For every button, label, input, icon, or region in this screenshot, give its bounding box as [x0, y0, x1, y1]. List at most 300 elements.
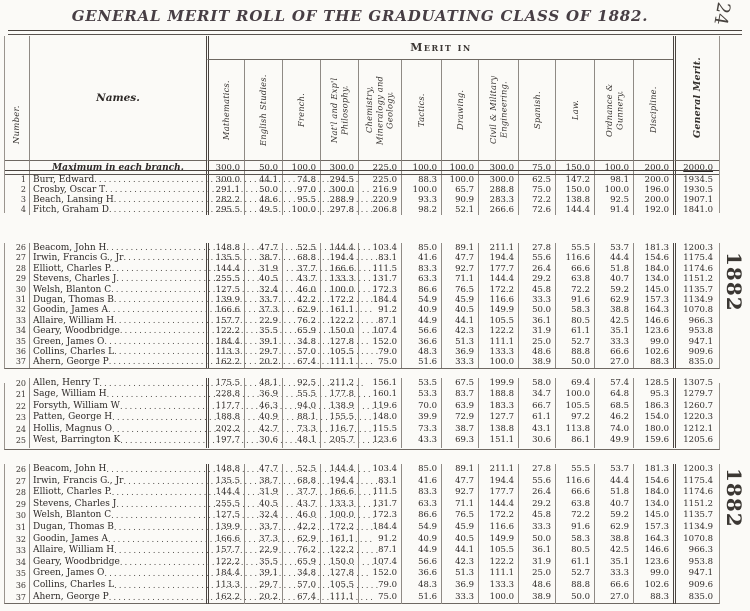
score-cell: 65.7: [441, 185, 478, 195]
score-cell: 25.0: [518, 568, 555, 581]
score-cell: 63.8: [555, 274, 594, 284]
cadet-number: 23: [15, 413, 26, 422]
score-cell: 42.3: [441, 557, 478, 570]
score-cell: 85.0: [401, 464, 441, 477]
score-cell: 111.1: [320, 357, 358, 367]
score-cell: 52.7: [555, 568, 594, 581]
score-cell: 116.6: [478, 295, 518, 305]
table-row: [5, 316, 719, 326]
score-cell: 58.0: [518, 378, 555, 391]
cadet-name: [29, 195, 206, 205]
score-cell: 45.8: [518, 285, 555, 295]
score-cell: 162.2: [206, 357, 244, 367]
score-cell: 66.6: [594, 347, 633, 357]
score-cell: 177.8: [320, 389, 358, 402]
cadet-name: [29, 357, 206, 367]
score-cell: 47.7: [244, 464, 282, 477]
cadet-name-text: Collins, Charles L: [33, 579, 115, 590]
score-cell: 98.2: [401, 205, 441, 215]
table-row: [5, 357, 719, 367]
score-cell: 113.3: [206, 580, 244, 593]
table-strip-26-37-duplicate: [4, 464, 720, 604]
score-cell: 103.4: [358, 243, 401, 253]
column-label: Chemistry, Mineralogy and Geology.: [364, 75, 396, 145]
score-cell: 64.8: [594, 389, 633, 402]
number-column-header: [5, 36, 29, 160]
score-cell: 94.0: [282, 401, 320, 414]
table-row: [5, 580, 719, 592]
score-cell: 116.6: [555, 476, 594, 489]
score-cell: 34.7: [518, 389, 555, 402]
score-cell: 39.1: [244, 568, 282, 581]
score-cell: 38.9: [518, 592, 555, 605]
cadet-name-text: Irwin, Francis G., Jr: [33, 475, 124, 486]
score-cell: 47.7: [441, 476, 478, 489]
score-cell: 44.1: [441, 545, 478, 558]
score-cell: 144.4: [206, 487, 244, 500]
rows-20-25: [5, 378, 719, 447]
score-cell: 154.6: [633, 476, 673, 489]
score-cell: 161.1: [320, 305, 358, 315]
score-cell: 196.0: [633, 185, 673, 195]
score-cell: 40.5: [244, 274, 282, 284]
general-merit-cell: 835.0: [673, 592, 719, 605]
score-cell: 157.7: [206, 545, 244, 558]
score-cell: 62.9: [594, 522, 633, 535]
score-cell: 46.0: [282, 510, 320, 523]
score-cell: 75.0: [358, 357, 401, 367]
score-cell: 46.2: [594, 412, 633, 425]
score-cell: 86.1: [555, 435, 594, 448]
score-cell: 83.3: [401, 487, 441, 500]
score-cell: 175.5: [206, 378, 244, 391]
score-cell: 43.3: [401, 435, 441, 448]
column-label: Spanish.: [531, 91, 542, 129]
score-cell: 283.3: [478, 195, 518, 205]
cadet-name-text: Goodin, James A: [33, 533, 108, 544]
cadet-name-text: Dugan, Thomas B: [33, 295, 114, 306]
score-cell: 44.4: [594, 476, 633, 489]
score-cell: 181.3: [633, 243, 673, 253]
general-merit-cell: 1841.0: [673, 205, 719, 215]
score-cell: 36.1: [518, 545, 555, 558]
score-cell: 138.8: [555, 195, 594, 205]
score-cell: 205.7: [320, 435, 358, 448]
general-merit-cell: 1134.9: [673, 295, 719, 305]
score-cell: 38.8: [594, 305, 633, 315]
score-cell: 47.7: [441, 253, 478, 263]
score-cell: 123.6: [358, 435, 401, 448]
score-cell: 76.5: [441, 510, 478, 523]
score-cell: 100.0: [478, 357, 518, 367]
cadet-name: [29, 175, 206, 185]
cadet-number: 35: [15, 569, 26, 579]
score-cell: 29.7: [244, 580, 282, 593]
score-cell: 80.5: [555, 545, 594, 558]
score-cell: 50.0: [518, 305, 555, 315]
score-cell: 88.8: [555, 347, 594, 357]
score-cell: 44.9: [401, 545, 441, 558]
general-merit-cell: 1151.2: [673, 274, 719, 284]
score-cell: 48.1: [244, 378, 282, 391]
maximum-value: 100.0: [441, 160, 478, 176]
cadet-number: 21: [15, 390, 26, 399]
score-cell: 46.0: [282, 285, 320, 295]
score-cell: 97.0: [282, 185, 320, 195]
column-header-chemistry: [358, 60, 401, 160]
score-cell: 144.4: [478, 274, 518, 284]
score-cell: 45.9: [441, 522, 478, 535]
score-cell: 172.3: [358, 510, 401, 523]
score-cell: 66.7: [518, 401, 555, 414]
score-cell: 48.3: [401, 347, 441, 357]
score-cell: 139.9: [206, 295, 244, 305]
column-label: Mathematics.: [221, 80, 232, 140]
score-cell: 154.6: [633, 253, 673, 263]
score-cell: 72.2: [518, 195, 555, 205]
cadet-name-text: Stevens, Charles J: [33, 274, 117, 285]
score-cell: 89.1: [441, 464, 478, 477]
score-cell: 40.9: [401, 534, 441, 547]
score-cell: 33.3: [441, 357, 478, 367]
score-cell: 58.3: [555, 305, 594, 315]
score-cell: 68.5: [594, 401, 633, 414]
score-cell: 188.8: [206, 412, 244, 425]
score-cell: 61.1: [555, 557, 594, 570]
score-cell: 144.4: [320, 464, 358, 477]
score-cell: 88.8: [555, 580, 594, 593]
maximum-value: 75.0: [518, 160, 555, 176]
cadet-name-text: Geary, Woodbridge: [33, 556, 120, 567]
general-merit-cell: 1220.3: [673, 412, 719, 425]
column-label: Civil & Military Engineering.: [488, 75, 509, 145]
cadet-number: 35: [15, 336, 26, 346]
score-cell: 71.1: [441, 499, 478, 512]
score-cell: 44.1: [441, 316, 478, 326]
score-cell: 67.4: [282, 592, 320, 605]
score-cell: 87.1: [358, 316, 401, 326]
cadet-number: 20: [15, 378, 26, 388]
table-row: [5, 264, 719, 274]
score-cell: 33.3: [518, 522, 555, 535]
score-cell: 122.2: [478, 557, 518, 570]
table-row: [5, 522, 719, 534]
maximum-value: 100.0: [594, 160, 633, 176]
score-cell: 52.5: [282, 243, 320, 253]
score-cell: 155.5: [320, 412, 358, 425]
score-cell: 51.6: [401, 357, 441, 367]
score-cell: 146.6: [633, 545, 673, 558]
score-cell: 91.2: [358, 305, 401, 315]
number-column-label: Number.: [11, 105, 22, 145]
table-row: [5, 401, 719, 413]
score-cell: 40.5: [441, 305, 478, 315]
table-row: [5, 435, 719, 447]
cadet-name-text: Elliott, Charles P.: [33, 487, 112, 498]
score-cell: 88.3: [633, 592, 673, 605]
score-cell: 184.4: [358, 295, 401, 305]
score-cell: 52.7: [555, 337, 594, 347]
score-cell: 80.5: [555, 316, 594, 326]
score-cell: 202.2: [206, 424, 244, 437]
score-cell: 211.1: [478, 464, 518, 477]
score-cell: 74.0: [594, 424, 633, 437]
table-row: [5, 326, 719, 336]
score-cell: 26.4: [518, 487, 555, 500]
score-cell: 45.8: [518, 510, 555, 523]
names-column-header: [29, 36, 206, 160]
cadet-name-text: Crosby, Oscar T: [33, 185, 106, 195]
maximum-value: 300.0: [478, 160, 518, 176]
score-cell: 211.1: [478, 243, 518, 253]
maximum-value: 100.0: [401, 160, 441, 176]
score-cell: 22.9: [244, 545, 282, 558]
score-cell: 107.4: [358, 326, 401, 336]
score-cell: 127.8: [320, 568, 358, 581]
score-cell: 266.6: [478, 205, 518, 215]
score-cell: 31.9: [244, 487, 282, 500]
column-header-english-studies: [244, 60, 282, 160]
score-cell: 135.5: [206, 253, 244, 263]
general-merit-cell: 909.6: [673, 347, 719, 357]
column-header-tactics: [401, 60, 441, 160]
score-cell: 116.6: [555, 253, 594, 263]
score-cell: 31.9: [518, 557, 555, 570]
margin-year-note: 1882: [722, 252, 746, 312]
score-cell: 157.7: [206, 316, 244, 326]
score-cell: 100.0: [320, 510, 358, 523]
title-rule: [8, 30, 742, 35]
score-cell: 43.7: [282, 499, 320, 512]
cadet-name-text: Beach, Lansing H: [33, 195, 114, 205]
score-cell: 38.9: [518, 357, 555, 367]
score-cell: 297.8: [320, 205, 358, 215]
score-cell: 102.6: [633, 580, 673, 593]
cadet-name-text: Green, James O: [33, 336, 105, 347]
score-cell: 192.0: [633, 205, 673, 215]
score-cell: 86.6: [401, 510, 441, 523]
score-cell: 37.3: [244, 305, 282, 315]
score-cell: 100.0: [401, 185, 441, 195]
score-cell: 87.1: [358, 545, 401, 558]
score-cell: 49.9: [594, 435, 633, 448]
score-cell: 50.0: [555, 357, 594, 367]
score-cell: 83.3: [401, 264, 441, 274]
score-cell: 115.5: [358, 424, 401, 437]
cadet-name-text: Ahern, George P: [33, 591, 109, 602]
column-header-general-merit: [673, 36, 719, 160]
table-header: [5, 36, 719, 160]
score-cell: 133.3: [320, 274, 358, 284]
cadet-name: [29, 435, 206, 448]
score-cell: 43.7: [282, 274, 320, 284]
column-label: Drawing.: [454, 89, 465, 131]
score-cell: 184.4: [206, 337, 244, 347]
score-cell: 62.9: [282, 534, 320, 547]
maximum-value: 150.0: [555, 160, 594, 176]
score-cell: 66.6: [555, 487, 594, 500]
score-cell: 48.1: [282, 435, 320, 448]
score-cell: 75.0: [518, 185, 555, 195]
score-cell: 116.7: [320, 424, 358, 437]
score-cell: 139.9: [206, 522, 244, 535]
table-row: [5, 499, 719, 511]
score-cell: 151.1: [478, 435, 518, 448]
score-cell: 255.5: [206, 274, 244, 284]
score-cell: 31.9: [244, 264, 282, 274]
score-cell: 27.8: [518, 464, 555, 477]
score-cell: 61.1: [555, 326, 594, 336]
score-cell: 70.0: [401, 401, 441, 414]
column-label: Nat'l and Exp'l Philosophy.: [329, 77, 350, 143]
general-merit-cell: 1174.6: [673, 264, 719, 274]
maximum-value: 200.0: [633, 160, 673, 176]
general-merit-cell: 835.0: [673, 357, 719, 367]
score-cell: 111.1: [478, 337, 518, 347]
score-cell: 128.5: [633, 378, 673, 391]
score-cell: 38.8: [594, 534, 633, 547]
score-cell: 65.9: [282, 326, 320, 336]
table-row: [5, 175, 719, 185]
score-cell: 282.2: [206, 195, 244, 205]
cadet-name-text: Elliott, Charles P.: [33, 263, 112, 274]
score-cell: 149.9: [478, 534, 518, 547]
score-cell: 184.4: [358, 522, 401, 535]
score-cell: 98.1: [594, 175, 633, 185]
score-cell: 95.3: [633, 389, 673, 402]
score-cell: 65.9: [282, 557, 320, 570]
score-cell: 63.3: [401, 274, 441, 284]
score-cell: 30.6: [518, 435, 555, 448]
column-label: Law.: [569, 100, 580, 121]
score-cell: 144.4: [478, 499, 518, 512]
cadet-number: 22: [15, 401, 26, 411]
score-cell: 55.5: [555, 464, 594, 477]
score-cell: 144.4: [320, 243, 358, 253]
score-cell: 88.3: [401, 175, 441, 185]
score-cell: 42.2: [282, 295, 320, 305]
cadet-number: 33: [15, 546, 26, 556]
score-cell: 33.7: [244, 295, 282, 305]
score-cell: 91.4: [594, 205, 633, 215]
cadet-name: [29, 295, 206, 305]
table-strip-26-37: [4, 243, 720, 369]
score-cell: 122.2: [320, 545, 358, 558]
score-cell: 51.3: [441, 568, 478, 581]
score-cell: 172.3: [358, 285, 401, 295]
score-cell: 135.5: [206, 476, 244, 489]
score-cell: 33.3: [594, 337, 633, 347]
score-cell: 199.9: [478, 378, 518, 391]
score-cell: 127.7: [478, 412, 518, 425]
score-cell: 172.2: [478, 285, 518, 295]
cadet-name: [29, 185, 206, 195]
score-cell: 113.8: [555, 424, 594, 437]
score-cell: 49.5: [244, 205, 282, 215]
score-cell: 69.3: [441, 435, 478, 448]
cadet-name: [29, 305, 206, 315]
score-cell: 35.1: [594, 557, 633, 570]
general-merit-cell: 953.8: [673, 557, 719, 570]
score-cell: 295.5: [206, 205, 244, 215]
score-cell: 111.1: [478, 568, 518, 581]
score-cell: 72.6: [518, 205, 555, 215]
cadet-name-text: Welsh, Blanton C: [33, 284, 112, 295]
score-cell: 133.3: [320, 499, 358, 512]
score-cell: 166.6: [206, 305, 244, 315]
general-merit-cell: 1070.8: [673, 534, 719, 547]
general-merit-cell: 1070.8: [673, 305, 719, 315]
score-cell: 149.9: [478, 305, 518, 315]
score-cell: 40.9: [401, 305, 441, 315]
rows-26-37: [5, 464, 719, 603]
score-cell: 50.0: [244, 185, 282, 195]
score-cell: 40.7: [594, 274, 633, 284]
score-cell: 63.9: [441, 401, 478, 414]
score-cell: 111.5: [358, 264, 401, 274]
score-cell: 39.1: [244, 337, 282, 347]
score-cell: 51.8: [594, 487, 633, 500]
score-cell: 123.6: [633, 326, 673, 336]
column-label: Tactics.: [416, 93, 427, 127]
score-cell: 66.6: [594, 580, 633, 593]
score-cell: 37.3: [244, 534, 282, 547]
maximum-value: 225.0: [358, 160, 401, 176]
score-cell: 111.1: [320, 592, 358, 605]
score-cell: 145.0: [633, 510, 673, 523]
table-row: [5, 378, 719, 390]
score-cell: 166.6: [320, 264, 358, 274]
score-cell: 44.4: [594, 253, 633, 263]
score-cell: 33.3: [518, 295, 555, 305]
score-cell: 58.3: [555, 534, 594, 547]
score-cell: 51.8: [594, 264, 633, 274]
score-cell: 107.4: [358, 557, 401, 570]
names-column-label: Names.: [96, 92, 140, 104]
score-cell: 41.6: [401, 253, 441, 263]
score-cell: 145.0: [633, 285, 673, 295]
score-cell: 172.2: [320, 295, 358, 305]
general-merit-cell: 1200.3: [673, 464, 719, 477]
cadet-number: 28: [15, 488, 26, 498]
cadet-name-text: Fitch, Graham D: [33, 205, 109, 215]
score-cell: 127.5: [206, 285, 244, 295]
score-cell: 30.6: [244, 435, 282, 448]
table-row: [5, 510, 719, 522]
score-cell: 54.9: [401, 295, 441, 305]
cadet-name: [29, 316, 206, 326]
cadet-name-text: Allen, Henry T: [33, 377, 100, 388]
cadet-number: 1: [20, 175, 26, 184]
general-merit-cell: 1212.1: [673, 424, 719, 437]
score-cell: 123.6: [633, 557, 673, 570]
table-row: [5, 274, 719, 284]
score-cell: 53.7: [594, 464, 633, 477]
cadet-name-text: Collins, Charles L: [33, 347, 115, 358]
score-cell: 62.9: [282, 305, 320, 315]
score-cell: 74.8: [282, 175, 320, 185]
margin-year-note: 1882: [722, 468, 746, 528]
score-cell: 92.5: [282, 378, 320, 391]
score-cell: 26.4: [518, 264, 555, 274]
general-merit-cell: 1934.5: [673, 175, 719, 185]
cadet-name-text: Goodin, James A: [33, 305, 108, 316]
score-cell: 161.1: [320, 534, 358, 547]
score-cell: 33.3: [441, 592, 478, 605]
score-cell: 152.0: [358, 337, 401, 347]
score-cell: 55.6: [518, 476, 555, 489]
score-cell: 59.2: [594, 285, 633, 295]
